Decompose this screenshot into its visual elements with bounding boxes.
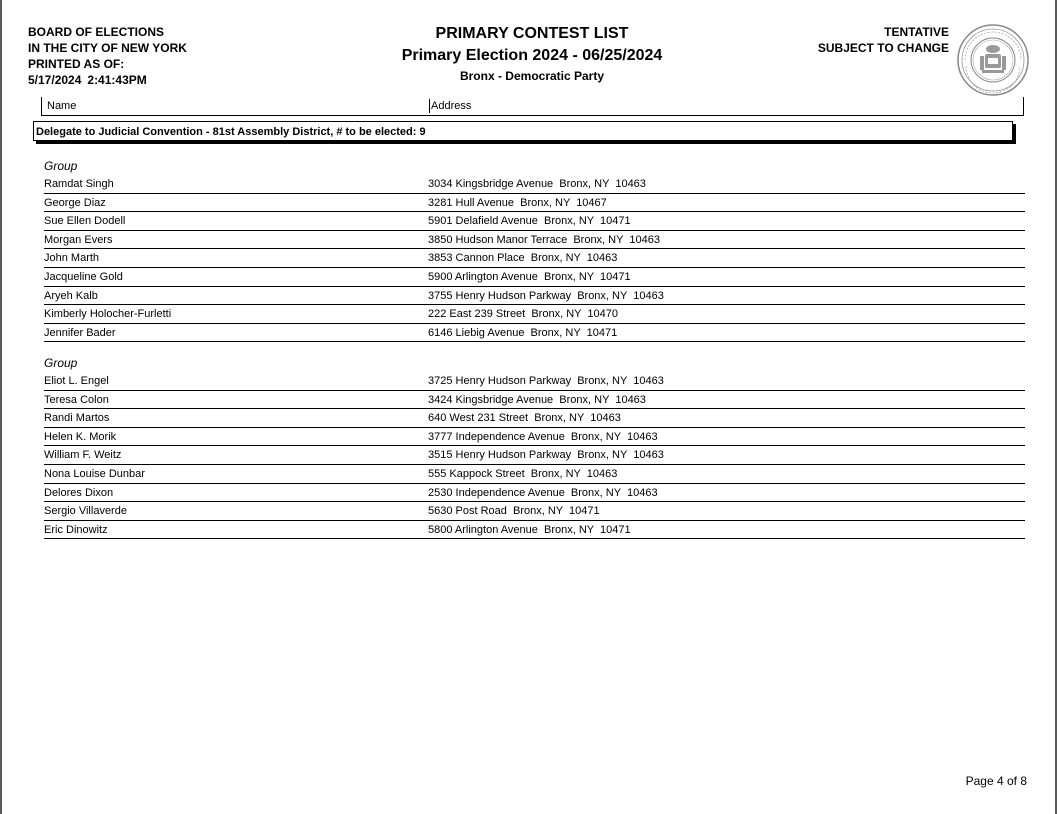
candidate-name: John Marth (44, 252, 100, 265)
candidate-group-2 (44, 354, 1025, 539)
table-row (44, 212, 1025, 231)
table-row (44, 231, 1025, 250)
candidate-name: Morgan Evers (44, 233, 113, 246)
printed-datetime (28, 72, 187, 88)
status-line-2: SUBJECT TO CHANGE (817, 41, 949, 55)
table-row (44, 465, 1025, 484)
group-label: Group (44, 356, 78, 370)
table-row (44, 521, 1025, 540)
table-row (44, 324, 1025, 343)
table-row (44, 428, 1025, 447)
table-row (44, 249, 1025, 268)
column-address: Address (431, 100, 472, 112)
candidate-name: Randi Martos (44, 412, 110, 425)
candidate-address: 5901 Delafield Avenue Bronx, NY 10471 (428, 215, 631, 228)
printed-date: 5/17/2024 (28, 73, 82, 87)
candidate-address: 3850 Hudson Manor Terrace Bronx, NY 10463 (428, 233, 660, 246)
contest-title: Delegate to Judicial Convention - 81st Assembly District, # to be elected: 9 (33, 121, 1013, 141)
candidate-address: 3515 Henry Hudson Parkway Bronx, NY 10463 (428, 449, 664, 462)
printed-label: PRINTED AS OF: (28, 57, 125, 71)
candidate-name: Teresa Colon (44, 393, 109, 406)
candidate-name: Ramdat Singh (44, 178, 114, 190)
candidate-name: Delores Dixon (44, 486, 114, 499)
board-of-elections-seal-icon (956, 22, 1030, 98)
candidate-address: 640 West 231 Street Bronx, NY 10463 (428, 412, 621, 425)
org-line-2: IN THE CITY OF NEW YORK (28, 41, 187, 55)
printed-time: 2:41:43PM (87, 73, 147, 87)
page-subtitle: Primary Election 2024 - 06/25/2024 (401, 47, 663, 64)
candidate-address: 3777 Independence Avenue Bronx, NY 10463 (428, 430, 658, 443)
candidate-name: Nona Louise Dunbar (44, 467, 145, 480)
candidate-address: 3853 Cannon Place Bronx, NY 10463 (428, 252, 618, 265)
page-number: Page 4 of 8 (965, 774, 1027, 788)
table-row (44, 305, 1025, 324)
candidate-address: 5800 Arlington Avenue Bronx, NY 10471 (428, 523, 631, 536)
candidate-address: 2530 Independence Avenue Bronx, NY 10463 (428, 486, 658, 499)
header-left (28, 24, 187, 88)
table-row (44, 194, 1025, 213)
org-line-1: BOARD OF ELECTIONS (28, 25, 165, 39)
candidate-address: 5900 Arlington Avenue Bronx, NY 10471 (428, 270, 631, 283)
candidate-name: Kimberly Holocher-Furletti (44, 308, 172, 321)
table-row (44, 391, 1025, 410)
candidate-name: Eliot L. Engel (44, 375, 109, 387)
table-row (44, 484, 1025, 503)
candidate-address: 5630 Post Road Bronx, NY 10471 (428, 505, 600, 518)
candidate-address: 3755 Henry Hudson Parkway Bronx, NY 10463 (428, 289, 664, 302)
column-header (41, 97, 1024, 116)
candidate-address: 222 East 239 Street Bronx, NY 10470 (428, 308, 618, 321)
candidate-address: 3725 Henry Hudson Parkway Bronx, NY 10463 (428, 375, 664, 387)
table-row (44, 372, 1025, 391)
table-row (44, 446, 1025, 465)
candidate-name: William F. Weitz (44, 449, 122, 462)
candidate-address: 3034 Kingsbridge Avenue Bronx, NY 10463 (428, 178, 646, 190)
candidate-name: Eric Dinowitz (44, 523, 108, 536)
candidate-address: 3281 Hull Avenue Bronx, NY 10467 (428, 196, 607, 209)
table-row (44, 268, 1025, 287)
header-center (332, 24, 732, 84)
candidate-group-1 (44, 157, 1025, 342)
candidate-address: 555 Kappock Street Bronx, NY 10463 (428, 467, 618, 480)
candidate-name: Sue Ellen Dodell (44, 215, 126, 228)
table-row (44, 287, 1025, 306)
candidate-name: Aryeh Kalb (44, 289, 98, 302)
status-line-1: TENTATIVE (884, 25, 949, 39)
candidate-address: 6146 Liebig Avenue Bronx, NY 10471 (428, 326, 618, 339)
column-name: Name (47, 100, 77, 112)
candidate-name: Jacqueline Gold (44, 270, 123, 283)
candidate-name: George Diaz (44, 196, 106, 209)
candidate-name: Jennifer Bader (44, 326, 116, 339)
candidate-address: 3424 Kingsbridge Avenue Bronx, NY 10463 (428, 393, 646, 406)
page-title: PRIMARY CONTEST LIST (435, 25, 629, 42)
party-label: Bronx - Democratic Party (459, 69, 605, 83)
table-row (44, 502, 1025, 521)
candidate-name: Helen K. Morik (44, 430, 117, 443)
table-row (44, 409, 1025, 428)
header-right (818, 24, 949, 56)
group-label: Group (44, 159, 78, 173)
table-row (44, 175, 1025, 194)
candidate-name: Sergio Villaverde (44, 505, 127, 518)
